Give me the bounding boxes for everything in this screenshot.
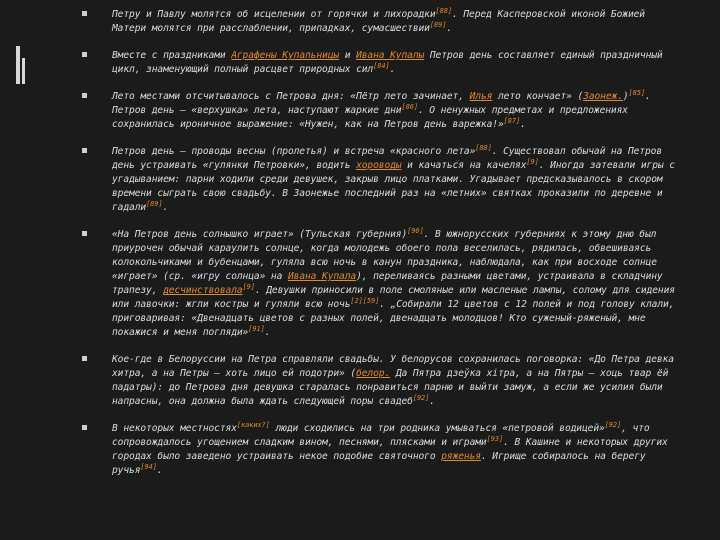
- wiki-link[interactable]: хороводы: [356, 160, 402, 171]
- footnote-link[interactable]: [87]: [503, 116, 521, 125]
- footnote-link[interactable]: [86]: [401, 102, 418, 111]
- list-item: [82, 49, 682, 77]
- list-item: [82, 422, 682, 478]
- bullet-list: [82, 8, 682, 491]
- list-item: [82, 90, 682, 132]
- bullet-icon: [82, 93, 87, 98]
- text-run: . О ненужных предметах и предложениях сохранилась ироничное выражение: «Нужен, как на Петров день варежка!»: [112, 105, 628, 130]
- list-item: [82, 228, 682, 340]
- footnote-link[interactable]: [92]: [604, 420, 622, 429]
- list-item: [82, 8, 682, 36]
- wiki-link[interactable]: десчинствовала: [163, 285, 243, 296]
- text-run: .: [156, 465, 163, 476]
- text-run: . Игрище собиралось на берегу ручья: [112, 451, 646, 476]
- bullet-icon: [82, 356, 87, 361]
- wiki-link[interactable]: Заонеж.: [583, 91, 623, 102]
- bullet-icon: [82, 231, 87, 236]
- footnote-link[interactable]: [85]: [628, 88, 646, 97]
- decor-bar: [16, 46, 20, 84]
- footnote-link[interactable]: [9]: [526, 157, 539, 166]
- bullet-icon: [82, 148, 87, 153]
- decor-bar: [22, 58, 25, 84]
- text-run: .: [429, 396, 435, 407]
- footnote-link[interactable]: [93]: [486, 434, 504, 443]
- footnote-link[interactable]: [92]: [412, 393, 430, 402]
- list-item: [82, 353, 682, 409]
- text-run: . Петров день — «верхушка» лета, наступают жаркие дни: [112, 91, 651, 116]
- text-run: .: [264, 327, 271, 338]
- text-run: ): [622, 91, 629, 102]
- text-run: ), переливаясь разными цветами, устраивала в складчину трапезу,: [112, 271, 663, 296]
- wiki-link[interactable]: Илья: [469, 91, 493, 102]
- text-run: .: [389, 64, 396, 75]
- text-run: В некоторых местностях: [112, 423, 237, 434]
- wiki-link[interactable]: Аграфены Купальницы: [231, 50, 340, 61]
- footnote-link[interactable]: [91]: [248, 324, 265, 333]
- wiki-link[interactable]: Ивана Купала: [287, 271, 357, 282]
- bullet-icon: [82, 52, 87, 57]
- wiki-link[interactable]: белор.: [356, 368, 391, 379]
- text-run: . Перед Касперовской иконой Божией Матери молятся при расслаблении, припадках, сумасшествии: [112, 9, 645, 34]
- text-run: , что сопровождалось угощением сладким вином, песнями, плясками и играми: [112, 423, 650, 448]
- text-run: .: [162, 202, 169, 213]
- text-run: Петров день — проводы весны (пролетья) и встреча «красного лета»: [112, 146, 476, 157]
- text-run: . Девушки приносили в поле смоляные или масленые лампы, солому для сидения или лавочки: жгли костры и гуляли всю ночь: [112, 285, 675, 310]
- text-run: Петров день составляет единый праздничный цикл, знаменующий полный расцвет природных сил: [112, 50, 663, 75]
- text-run: «На Петров день солнышко играет» (Тульская губерния): [112, 229, 408, 240]
- footnote-link[interactable]: [84]: [373, 61, 390, 70]
- wiki-link[interactable]: ряженья: [441, 451, 481, 462]
- list-item: [82, 145, 682, 215]
- footnote-link[interactable]: [89]: [146, 199, 163, 208]
- footnote-link[interactable]: [9]: [242, 282, 255, 291]
- text-run: .: [520, 119, 526, 130]
- text-run: люди сходились на три родника умываться «петровой водицей»: [269, 423, 605, 434]
- bullet-icon: [82, 11, 87, 16]
- text-run: лето кончает» (: [492, 91, 584, 102]
- footnote-link[interactable]: [2][59]: [350, 296, 380, 305]
- text-run: Вместе с праздниками: [112, 50, 232, 61]
- footnote-link[interactable]: [89]: [429, 20, 447, 29]
- text-run: . „Собирали 12 цветов с 12 полей и под голову клали, приговаривая: «Двенадцать цветов с разных полей, двенадцать молодцов! Кто суженый-ряженый, мне покажися и меня погляди»: [112, 299, 675, 338]
- text-run: Петру и Павлу молятся об исцелении от горячки и лихорадки: [112, 9, 436, 20]
- wiki-link[interactable]: Ивана Купалы: [356, 50, 425, 61]
- footnote-link[interactable]: [каких?]: [236, 420, 270, 429]
- text-run: Лето местами отсчитывалось с Петрова дня: «Пётр лето зачинает,: [112, 91, 470, 102]
- footnote-link[interactable]: [90]: [407, 226, 424, 235]
- text-run: . Существовал обычай на Петров день устраивать «гулянки Петровки», водить: [112, 146, 663, 171]
- footnote-link[interactable]: [88]: [475, 143, 492, 152]
- text-run: . В южнорусских губерниях к этому дню был приурочен обычай караулить солнце, когда молодежь обоего пола веселилась, рядилась, обвешиваясь колокольчиками и бубенцами, гуляла всю ночь в канун праздника, наблюдала, как при восходе солнце «играет» (ср. «игру солнца» на: [112, 229, 657, 282]
- text-run: . Иногда затевали игры с угадыванием: парни ходили среди девушек, закрыв лицо платками. Угадывает предсказывалось в скором времени сыграть свою свадьбу. В Заонежье последний раз на «летних» святках проказили по деревне и гадали: [112, 160, 675, 213]
- footnote-link[interactable]: [94]: [140, 462, 157, 471]
- text-run: Кое-где в Белоруссии на Петра справляли свадьбы. У белорусов сохранилась поговорка: «До Петра девка хитра, а на Петры — хоть лицо ей подотри» (: [112, 354, 674, 379]
- text-run: . В Кашине и некоторых других городах было заведено устраивать некое подобие святочного: [112, 437, 668, 462]
- text-run: и качаться на качелях: [401, 160, 527, 171]
- text-run: Да Пятра дзеўка хітра, а на Пятры — хоць твар ёй падатры): до Петрова дня девушка старалась понравиться парню и выйти замуж, а если же усилия были напрасны, она должна была ждать следующей поры свадеб: [112, 368, 669, 407]
- text-run: и: [339, 50, 357, 61]
- bullet-icon: [82, 425, 87, 430]
- footnote-link[interactable]: [88]: [435, 6, 452, 15]
- text-run: .: [446, 23, 453, 34]
